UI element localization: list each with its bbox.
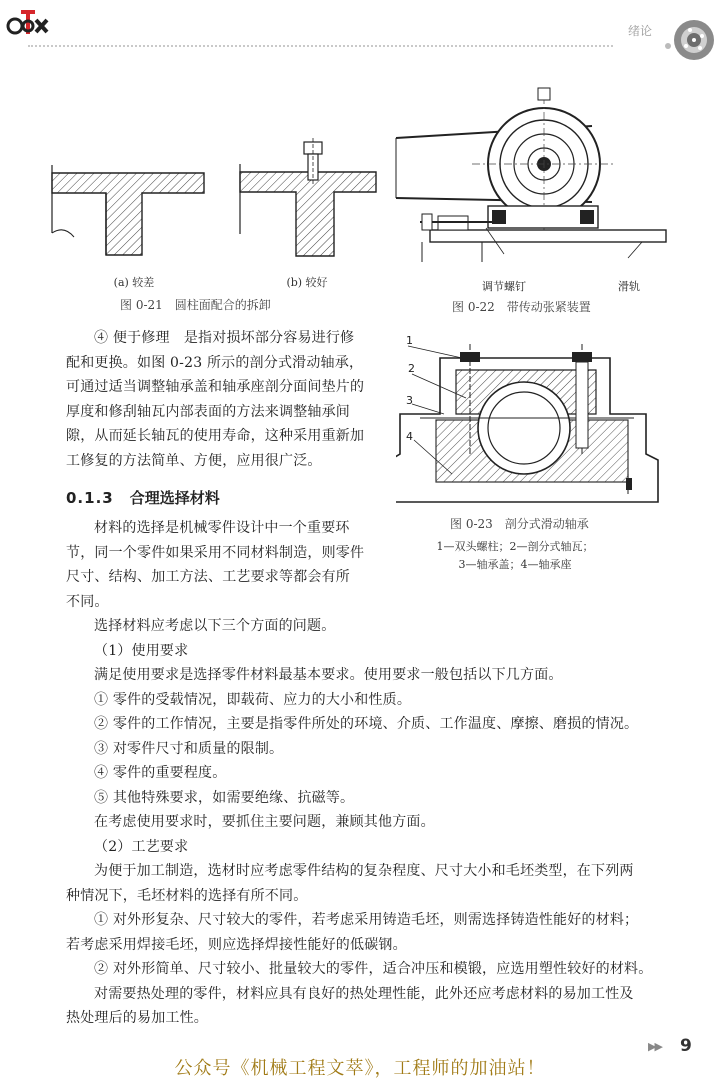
figure-0-22-drawing	[392, 86, 670, 266]
text-line: ④ 便于修理 是指对损坏部分容易进行修	[94, 330, 355, 346]
page-arrows-icon: ▶▶	[648, 1040, 661, 1053]
figure-0-23-caption: 图 0-23 剖分式滑动轴承	[450, 517, 589, 531]
publisher-logo-icon	[6, 4, 50, 40]
subheading-process-requirements: （2）工艺要求	[94, 838, 189, 855]
figure-0-21b-drawing	[234, 138, 384, 260]
text-line: 尺寸、结构、加工方法、工艺要求等都会有所	[66, 569, 350, 585]
page-number: 9	[680, 1036, 692, 1056]
header-rule	[28, 45, 613, 47]
figure-0-21a-drawing	[44, 155, 212, 260]
text-line: 在考虑使用要求时，要抓住主要问题，兼顾其他方面。	[94, 814, 435, 830]
subheading-use-requirements: （1）使用要求	[94, 642, 189, 659]
list-item: ⑤ 其他特殊要求，如需要绝缘、抗磁等。	[94, 789, 355, 806]
text-line: 材料的选择是机械零件设计中一个重要环	[94, 520, 350, 536]
figure-0-23-drawing	[396, 334, 666, 506]
text-line: 种情况下，毛坯材料的选择有所不同。	[66, 887, 308, 904]
list-item: ② 零件的工作情况，主要是指零件所处的环境、介质、工作温度、摩擦、磨损的情况。	[94, 716, 639, 732]
paragraph-repair	[66, 326, 396, 473]
section-title: 合理选择材料	[129, 489, 220, 507]
text-line: 满足使用要求是选择零件材料最基本要求。使用要求一般包括以下几方面。	[94, 667, 563, 683]
text-line: 若考虑采用焊接毛坯，则应选择焊接性能好的低碳钢。	[66, 936, 407, 953]
text-line: 隙，从而延长轴瓦的使用寿命，这种采用重新加	[66, 428, 365, 444]
chapter-title: 绪论	[628, 24, 653, 38]
text-line: ① 对外形复杂、尺寸较大的零件，若考虑采用铸造毛坯，则需选择铸造性能好的材料；	[94, 912, 639, 928]
figure-0-23-legend-line2: 3—轴承盖；4—轴承座	[458, 558, 572, 571]
text-line: 厚度和修刮轴瓦内部表面的方法来调整轴承间	[66, 403, 350, 420]
text-line: ② 对外形简单、尺寸较小、批量较大的零件，适合冲压和模锻，应选用塑性较好的材料。	[94, 961, 653, 977]
list-item: ① 零件的受载情况，即载荷、应力的大小和性质。	[94, 691, 412, 708]
body-text	[66, 614, 696, 1031]
text-line: 对需要热处理的零件，材料应具有良好的热处理性能，此外还应考虑材料的易加工性及	[94, 985, 634, 1002]
callout-2: 2	[408, 362, 415, 375]
footer-banner: 公众号《机械工程文萃》，工程师的加油站！	[174, 1058, 546, 1079]
figure-0-21a-caption: (a) 较差	[113, 276, 155, 289]
label-adjust-screw: 调节螺钉	[482, 280, 526, 293]
callout-1: 1	[406, 334, 413, 347]
text-line: 配和更换。如图 0-23 所示的剖分式滑动轴承，	[66, 354, 364, 371]
paragraph-material	[66, 516, 396, 614]
section-number: 0.1.3	[66, 489, 114, 507]
figure-0-22-caption: 图 0-22 带传动张紧装置	[452, 300, 591, 314]
text-line: 为便于加工制造，选材时应考虑零件结构的复杂程度、尺寸大小和毛坯类型，在下列两	[94, 863, 634, 879]
text-line: 不同。	[66, 593, 109, 610]
text-line: 热处理后的易加工性。	[66, 1010, 208, 1026]
figure-0-23-legend-line1: 1—双头螺柱；2—剖分式轴瓦；	[436, 540, 594, 553]
list-item: ④ 零件的重要程度。	[94, 765, 227, 781]
callout-3: 3	[406, 394, 413, 407]
text-line: 选择材料应考虑以下三个方面的问题。	[94, 618, 336, 634]
figure-0-21-caption: 图 0-21 圆柱面配合的拆卸	[120, 298, 271, 312]
text-line: 可通过适当调整轴承盖和轴承座剖分面间垫片的	[66, 379, 365, 395]
gear-logo-icon	[660, 10, 716, 66]
text-line: 工修复的方法简单、方便，应用很广泛。	[66, 452, 322, 469]
section-heading	[66, 487, 220, 508]
callout-4: 4	[406, 430, 413, 443]
figure-0-21b-caption: (b) 较好	[286, 276, 328, 289]
label-slide-rail: 滑轨	[618, 280, 640, 293]
list-item: ③ 对零件尺寸和质量的限制。	[94, 740, 284, 757]
text-line: 节，同一个零件如果采用不同材料制造，则零件	[66, 544, 365, 561]
